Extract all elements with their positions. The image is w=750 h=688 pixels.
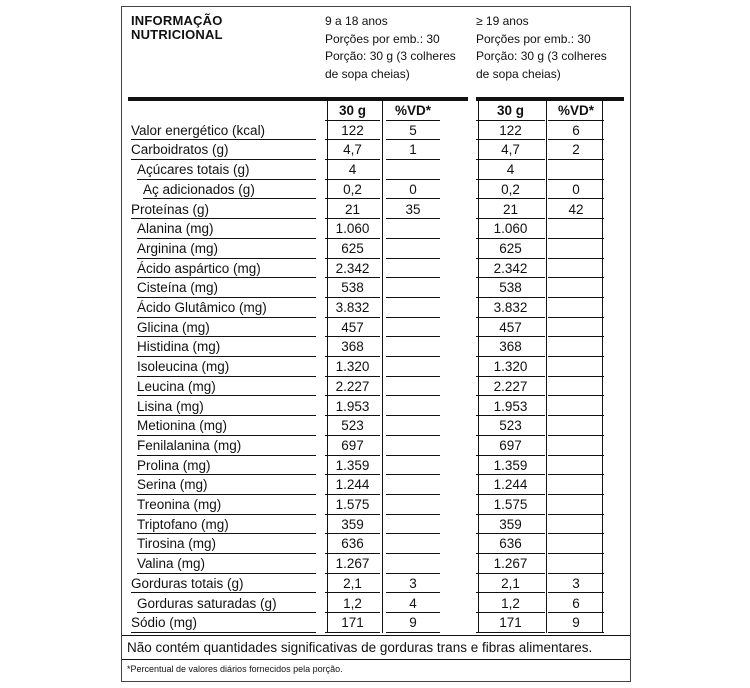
nutrient-row <box>0 436 750 456</box>
column-separator <box>602 101 603 633</box>
amount-cell: 523 <box>499 418 522 434</box>
cell-underline <box>476 632 545 633</box>
nutrient-label: Proteínas (g) <box>131 201 210 217</box>
nutrient-row <box>0 554 750 574</box>
amount-cell: 122 <box>499 122 522 138</box>
nutrient-label: Tirosina (mg) <box>137 536 217 552</box>
group-age: ≥ 19 anos <box>476 14 529 28</box>
nutrient-label: Prolina (mg) <box>137 457 211 473</box>
amount-cell: 4,7 <box>501 142 520 158</box>
amount-cell: 1.953 <box>335 398 370 414</box>
amount-cell: 523 <box>341 418 364 434</box>
vd-cell: 6 <box>572 122 580 138</box>
amount-cell: 2.227 <box>493 378 528 394</box>
amount-cell: 1.060 <box>335 221 370 237</box>
vd-footnote: *Percentual de valores diários fornecidos pela porção. <box>127 664 343 674</box>
nutrient-label: Arginina (mg) <box>137 240 219 256</box>
amount-cell: 0,2 <box>343 181 362 197</box>
amount-cell: 1.575 <box>335 497 370 512</box>
vd-cell: 9 <box>572 615 580 631</box>
vd-cell: 9 <box>409 615 417 631</box>
amount-cell: 1.267 <box>493 556 528 572</box>
amount-cell: 171 <box>341 615 364 631</box>
cell-underline <box>386 632 440 633</box>
amount-cell: 1.320 <box>335 359 370 375</box>
amount-cell: 122 <box>341 122 364 138</box>
amount-cell: 3.832 <box>493 300 528 315</box>
amount-cell: 3.832 <box>335 300 370 315</box>
column-header-vd: %VD* <box>557 103 594 118</box>
amount-cell: 2.342 <box>493 260 528 276</box>
nutrient-row <box>0 377 750 397</box>
nutrient-row <box>0 318 750 338</box>
amount-cell: 1.244 <box>335 477 370 493</box>
amount-cell: 625 <box>341 240 364 256</box>
group-age: 9 a 18 anos <box>325 14 388 28</box>
nutrient-row <box>0 613 750 633</box>
column-separator <box>546 101 547 633</box>
group-portions: Porções por emb.: 30 <box>476 31 591 46</box>
column-separator <box>327 101 328 633</box>
nutrient-row <box>0 574 750 594</box>
vd-cell: 4 <box>409 595 417 611</box>
group-serving-cont: de sopa cheias) <box>325 66 410 81</box>
amount-cell: 1,2 <box>343 595 362 611</box>
amount-cell: 4 <box>506 162 515 178</box>
amount-cell: 457 <box>341 319 364 335</box>
amount-cell: 636 <box>499 536 522 552</box>
nutrient-row <box>0 298 750 318</box>
vd-cell: 35 <box>405 201 421 217</box>
amount-cell: 697 <box>341 437 364 453</box>
nutrient-label: Gorduras saturadas (g) <box>137 595 277 611</box>
amount-cell: 1.575 <box>493 497 528 512</box>
column-header-row <box>0 101 750 121</box>
nutrient-row <box>0 594 750 614</box>
footer-divider <box>122 635 630 636</box>
column-separator <box>382 101 383 633</box>
amount-cell: 0,2 <box>501 181 520 197</box>
column-separator <box>478 101 479 633</box>
nutrient-row <box>0 534 750 554</box>
vd-cell: 0 <box>409 181 417 197</box>
nutrient-label: Treonina (mg) <box>137 497 222 512</box>
amount-cell: 4,7 <box>343 142 362 158</box>
cell-underline <box>325 632 380 633</box>
nutrient-label: Metionina (mg) <box>137 418 228 434</box>
amount-cell: 4 <box>348 162 357 178</box>
vd-cell: 0 <box>572 181 580 197</box>
group-header-9-18 <box>325 13 456 83</box>
column-header-vd: %VD* <box>394 103 431 118</box>
footer-note: Não contém quantidades significativas de gorduras trans e fibras alimentares. <box>127 640 593 655</box>
amount-cell: 538 <box>499 280 522 296</box>
column-header-amount: 30 g <box>338 103 366 118</box>
vd-cell: 6 <box>572 595 580 611</box>
nutrient-label: Histidina (mg) <box>137 339 221 355</box>
nutrient-label: Sódio (mg) <box>131 615 198 631</box>
nutrient-row <box>0 357 750 377</box>
amount-cell: 1.359 <box>493 457 528 473</box>
amount-cell: 1,2 <box>501 595 520 611</box>
amount-cell: 538 <box>341 280 364 296</box>
amount-cell: 2,1 <box>501 575 520 591</box>
vd-cell: 2 <box>572 142 580 158</box>
vd-cell: 3 <box>572 575 580 591</box>
nutrient-label: Isoleucina (mg) <box>137 359 230 375</box>
amount-cell: 2,1 <box>343 575 362 591</box>
nutrient-label: Ácido Glutâmico (mg) <box>137 300 267 315</box>
nutrient-row <box>0 495 750 515</box>
nutrient-label: Carboidratos (g) <box>131 142 229 158</box>
title-line-2: NUTRICIONAL <box>131 27 223 42</box>
footer-divider-2 <box>122 659 630 660</box>
nutrient-row <box>0 515 750 535</box>
nutrient-label: Ácido aspártico (mg) <box>137 260 261 276</box>
amount-cell: 1.244 <box>493 477 528 493</box>
amount-cell: 21 <box>502 201 519 217</box>
amount-cell: 359 <box>341 516 364 532</box>
nutrient-row <box>0 180 750 200</box>
nutrient-label: Leucina (mg) <box>137 378 216 394</box>
title-line-1: INFORMAÇÃO <box>131 13 223 28</box>
nutrient-label: Cisteína (mg) <box>137 280 219 296</box>
vd-cell: 1 <box>409 142 417 158</box>
nutrient-row <box>0 239 750 259</box>
amount-cell: 636 <box>341 536 364 552</box>
nutrient-label: Glicina (mg) <box>137 319 210 335</box>
amount-cell: 697 <box>499 437 522 453</box>
amount-cell: 1.359 <box>335 457 370 473</box>
amount-cell: 368 <box>499 339 522 355</box>
group-header-19plus <box>476 13 607 83</box>
amount-cell: 1.060 <box>493 221 528 237</box>
nutrient-row <box>0 219 750 239</box>
nutrient-row <box>0 416 750 436</box>
amount-cell: 457 <box>499 319 522 335</box>
nutrient-row <box>0 337 750 357</box>
nutrient-row <box>0 200 750 220</box>
nutrient-row <box>0 278 750 298</box>
amount-cell: 1.267 <box>335 556 370 572</box>
group-portions: Porções por emb.: 30 <box>325 31 440 46</box>
cell-underline <box>548 632 604 633</box>
nutrient-row <box>0 475 750 495</box>
nutrient-label: Alanina (mg) <box>137 221 214 237</box>
nutrient-label: Aç adicionados (g) <box>143 181 255 197</box>
amount-cell: 2.342 <box>335 260 370 276</box>
nutrient-label: Gorduras totais (g) <box>131 575 244 591</box>
amount-cell: 625 <box>499 240 522 256</box>
label-underline <box>131 632 316 633</box>
vd-cell: 3 <box>409 575 417 591</box>
nutrient-row <box>0 259 750 279</box>
nutrient-label: Valina (mg) <box>137 556 206 572</box>
nutrient-row <box>0 397 750 417</box>
group-serving: Porção: 30 g (3 colheres <box>476 49 607 63</box>
amount-cell: 2.227 <box>335 378 370 394</box>
group-serving: Porção: 30 g (3 colheres <box>325 49 456 63</box>
group-serving-cont: de sopa cheias) <box>476 66 561 81</box>
amount-cell: 1.953 <box>493 398 528 414</box>
amount-cell: 1.320 <box>493 359 528 375</box>
nutrient-label: Lisina (mg) <box>137 398 204 414</box>
vd-cell: 42 <box>568 201 584 217</box>
vd-cell: 5 <box>409 122 417 138</box>
amount-cell: 359 <box>499 516 522 532</box>
nutrient-row <box>0 160 750 180</box>
nutrient-label: Valor energético (kcal) <box>131 122 266 138</box>
amount-cell: 171 <box>499 615 522 631</box>
nutrient-label: Açúcares totais (g) <box>137 162 250 178</box>
nutrient-row <box>0 140 750 160</box>
nutrient-label: Triptofano (mg) <box>137 516 229 532</box>
amount-cell: 368 <box>341 339 364 355</box>
nutrient-row <box>0 121 750 141</box>
amount-cell: 21 <box>344 201 361 217</box>
label-title <box>131 14 223 42</box>
nutrient-label: Fenilalanina (mg) <box>137 437 242 453</box>
column-header-amount: 30 g <box>496 103 524 118</box>
nutrient-row <box>0 456 750 476</box>
nutrient-label: Serina (mg) <box>137 477 208 493</box>
